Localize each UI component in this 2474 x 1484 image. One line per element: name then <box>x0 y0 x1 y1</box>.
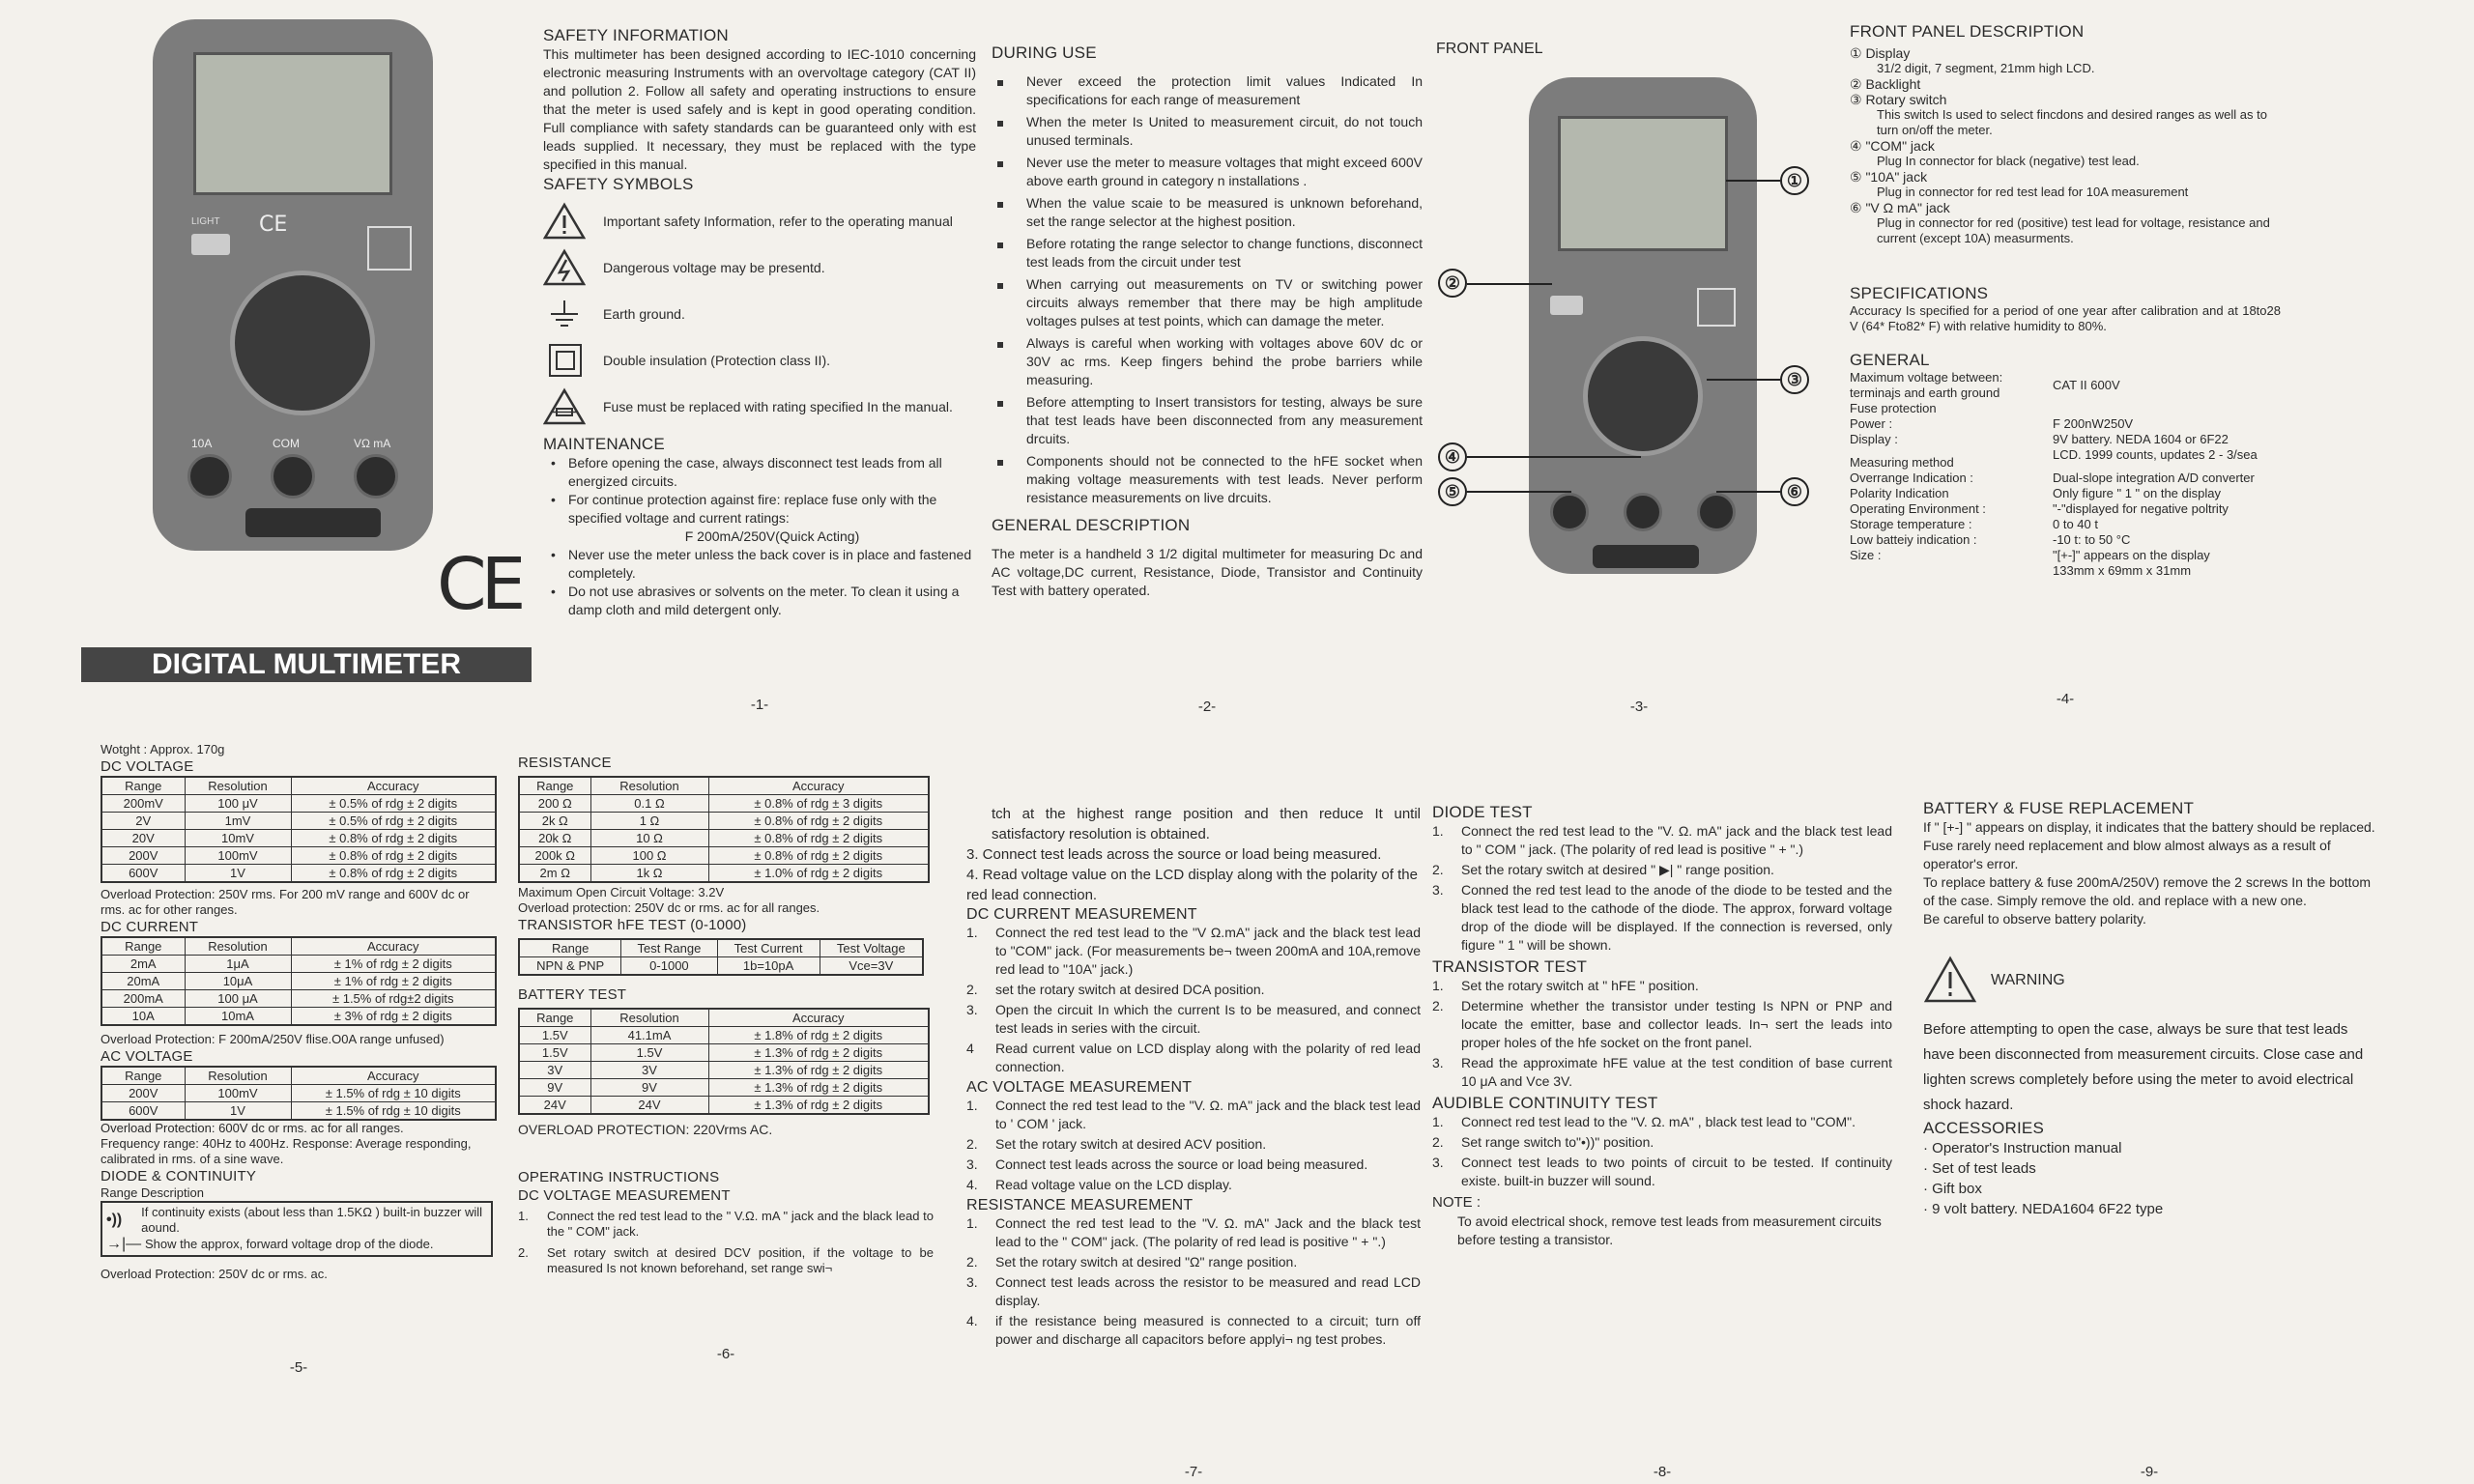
battery-test-title: BATTERY TEST <box>518 986 627 1003</box>
maintenance-title: MAINTENANCE <box>543 435 665 453</box>
table-row: 2mA 1μA ± 1% of rdg ± 2 digits <box>101 956 496 973</box>
page-specs-tables-1 <box>101 742 497 1376</box>
fpd-item: ⑥ "V Ω mA" jack <box>1850 200 1950 215</box>
dc-voltage-title: DC VOLTAGE <box>101 758 194 775</box>
general-description-text: The meter is a handheld 3 1/2 digital multimeter for measuring Dc and AC voltage,DC current, Resistance, Diode, Transistor and Continuity Test with battery operated. <box>992 546 1423 598</box>
resistance-measurement-title: RESISTANCE MEASUREMENT <box>966 1197 1194 1213</box>
list-item: Never exceed the protection limit values Indicated In specifications for each range of measurement <box>992 72 1423 109</box>
ac-voltage-table: Range Resolution Accuracy 200V 100mV ± 1.5% of rdg ± 10 digits 600V 1V ± 1.5% of rdg ± 10 digits <box>101 1066 497 1121</box>
symbol-text: Important safety Information, refer to the operating manual <box>603 213 953 229</box>
symbol-row <box>543 387 976 426</box>
page-number: -6- <box>716 1346 735 1362</box>
table-row: 200V 100mV ± 0.8% of rdg ± 2 digits <box>101 847 496 865</box>
transistor-test-title: TRANSISTOR TEST <box>1432 957 1588 976</box>
callout-line <box>1726 180 1780 182</box>
resistance-note-1: Maximum Open Circuit Voltage: 3.2V <box>518 885 725 899</box>
table-row: 10A 10mA ± 3% of rdg ± 2 digits <box>101 1008 496 1026</box>
list-item: 4 Read current value on LCD display along with the polarity of red lead connection. <box>966 1041 1421 1074</box>
list-item: Before attempting to Insert transistors for testing, always be sure that test leads have been disconnected from any measurement drcuits. <box>992 393 1423 448</box>
list-item: 2. Set range switch to"•))" position. <box>1432 1134 1654 1150</box>
spec-key: Low batteiy indication : <box>1850 532 1977 547</box>
table-row: NPN & PNP 0-1000 1b=10pA Vce=3V <box>519 957 923 976</box>
audible-continuity-title: AUDIBLE CONTINUITY TEST <box>1432 1094 1658 1112</box>
symbol-row <box>543 248 976 287</box>
operating-instructions-title: OPERATING INSTRUCTIONS <box>518 1169 720 1185</box>
spec-row <box>1850 370 2281 401</box>
battery-fuse-title: BATTERY & FUSE REPLACEMENT <box>1923 799 2195 817</box>
earth-ground-icon <box>543 295 586 333</box>
page-number: -4- <box>2056 691 2075 707</box>
list-item: Never use the meter to measure voltages that might exceed 600V above earth ground in category n installations . <box>992 154 1423 190</box>
spec-key: Operating Environment : <box>1850 501 1986 516</box>
transistor-steps <box>1432 977 1892 1091</box>
meter-jack-com <box>1624 493 1662 531</box>
table-row: 20k Ω 10 Ω ± 0.8% of rdg ± 2 digits <box>519 830 929 847</box>
meter-hfe-socket <box>1697 288 1736 327</box>
table-row: 20mA 10μA ± 1% of rdg ± 2 digits <box>101 973 496 990</box>
dca-measurement-title: DC CURRENT MEASUREMENT <box>966 906 1197 923</box>
list-item: 2. Set the rotary switch at desired "Ω" range position. <box>966 1254 1298 1270</box>
cover-title: DIGITAL MULTIMETER <box>81 647 532 682</box>
callout-line <box>1716 491 1780 493</box>
list-item: 2. Set the rotary switch at desired ACV position. <box>966 1136 1267 1152</box>
table-row: 3V 3V ± 1.3% of rdg ± 2 digits <box>519 1062 929 1079</box>
list-item: • Never use the meter unless the back cover is in place and fastened completely. <box>543 546 976 583</box>
dc-voltage-table <box>101 776 497 883</box>
list-item: Before rotating the range selector to change functions, disconnect test leads from the circuit under test <box>992 235 1423 271</box>
list-item <box>543 491 976 546</box>
meter-jack-panel <box>1593 545 1699 568</box>
weight-text: Wotght : Approx. 170g <box>101 742 225 756</box>
meter-jack-com <box>271 454 315 499</box>
fpd-item: ② Backlight <box>1850 76 1921 92</box>
meter-lcd <box>1558 116 1728 251</box>
list-item: 3. Connect test leads to two points of circuit to be tested. If continuity existe. built-in buzzer will sound. <box>1432 1155 1892 1188</box>
meter-jack-vma <box>1697 493 1736 531</box>
dcv-continued-text: tch at the highest range position and then reduce It until satisfactory resolution is obtained. <box>992 806 1421 842</box>
continuity-row <box>106 1205 487 1236</box>
dca-steps <box>966 924 1421 1076</box>
diode-continuity-box <box>101 1201 493 1257</box>
safety-text: This multimeter has been designed according to IEC-1010 concerning electronic measuring Instruments with an overvoltage category (CAT II) and pollution 2. Follow all safety and operating instructions to ensure that the meter is used safely and is kept in good operating condition. Full compliance with safety standards can be guaranteed only with est leads supplied. It necessary, they must be replaced with the type specified in this manual. <box>543 46 976 172</box>
diode-test-title: DIODE TEST <box>1432 803 1533 821</box>
front-panel-meter <box>1529 77 1757 574</box>
spec-value: 133mm x 69mm x 31mm <box>2053 563 2192 578</box>
fpd-item-desc: Plug in connector for red test lead for 10A measurement <box>1877 185 2189 199</box>
meter-rotary-dial <box>1583 336 1703 456</box>
meter-jack-10a <box>187 454 232 499</box>
spec-value: Only figure " 1 " on the display <box>2053 486 2221 500</box>
list-item: 2. Set the rotary switch at desired " ▶| " range position. <box>1432 862 1774 877</box>
table-row: 200 Ω 0.1 Ω ± 0.8% of rdg ± 3 digits <box>519 795 929 813</box>
list-item: Always is careful when working with voltages above 60V dc or 30V ac rms. Keep fingers behind the probe barriers while measuring. <box>992 334 1423 389</box>
resistance-note-2: Overload protection: 250V dc or rms. ac for all ranges. <box>518 900 820 915</box>
multimeter-photo <box>153 19 433 551</box>
dc-current-table: Range Resolution Accuracy 2mA 1μA ± 1% of rdg ± 2 digits 20mA 10μA ± 1% of rdg ± 2 digits 200mA 100 μA ± 1.5% of rdg±2 digits 10A 10mA ± 3% of rdg ± 2 digits <box>101 936 497 1026</box>
hfe-title: TRANSISTOR hFE TEST (0-1000) <box>518 917 747 933</box>
diode-text: Show the approx, forward voltage drop of the diode. <box>145 1237 434 1251</box>
table-row: 600V 1V ± 1.5% of rdg ± 10 digits <box>101 1102 496 1121</box>
dc-current-note: Overload Protection: F 200mA/250V flise.O0A range unfused) <box>101 1032 445 1046</box>
acv-steps <box>966 1097 1421 1194</box>
list-item: When the value scaie to be measured is unknown beforehand, set the range selector at the highest position. <box>992 194 1423 231</box>
list-item: Components should not be connected to the hFE socket when making voltage measurements with test leads. Never perform resistance measurements on live drcuits. <box>992 452 1423 507</box>
meter-label-com: COM <box>273 437 300 450</box>
during-use-list <box>992 72 1423 507</box>
specifications-title: SPECIFICATIONS <box>1850 284 1989 302</box>
warning-triangle-icon <box>543 202 586 241</box>
ac-frequency-note: Frequency range: 40Hz to 400Hz. Response: Average responding, calibrated in rms. of a sine wave. <box>101 1136 472 1166</box>
list-item: 3. Conned the red test lead to the anode of the diode to be tested and the black test lead to the cathode of the diode. The approx, forward voltage drop of the diode will be displayed. If the connection is reversed, only figure " 1 " will be shown. <box>1432 882 1892 953</box>
fpd-item: ④ "COM" jack <box>1850 138 1935 154</box>
lightning-triangle-icon <box>543 248 586 287</box>
fpd-item-desc: Plug In connector for black (negative) test lead. <box>1877 154 2140 168</box>
resistance-table: Range Resolution Accuracy 200 Ω 0.1 Ω ± 0.8% of rdg ± 3 digits 2k Ω 1 Ω ± 0.8% of rdg ± 2 digits 20k Ω 10 Ω ± 0.8% of rdg ± 2 digits 200k Ω 100 Ω ± 0.8% of rdg ± 2 digits 2m Ω 1k Ω ± 1.0% of rdg ± 2 digits <box>518 776 930 883</box>
callout-1: ① <box>1780 166 1809 195</box>
general-title: GENERAL <box>1850 351 1930 369</box>
list-item: · Set of test leads <box>1923 1160 2036 1177</box>
page-during-use <box>992 43 1423 723</box>
table-row: 2m Ω 1k Ω ± 1.0% of rdg ± 2 digits <box>519 865 929 883</box>
maintenance-list <box>543 454 976 619</box>
list-item: 2. Set rotary switch at desired DCV position, if the voltage to be measured Is not known beforehand, set range swi¬ <box>518 1245 934 1275</box>
dcv-steps <box>518 1209 934 1276</box>
spec-row <box>1850 501 2281 517</box>
meter-lcd <box>193 52 392 195</box>
fpd-item-desc: This switch Is used to select fincdons and desired ranges as well as to turn on/off the meter. <box>1877 107 2267 137</box>
dcv-step-3: 3. Connect test leads across the source or load being measured. <box>966 846 1382 863</box>
note-title: NOTE : <box>1432 1194 1482 1211</box>
meter-jack-vma <box>354 454 398 499</box>
spec-key: Measuring method <box>1850 455 1954 470</box>
accessories-list <box>1923 1138 2375 1219</box>
safety-title: SAFETY INFORMATION <box>543 26 729 44</box>
spec-value: CAT II 600V <box>2053 378 2120 392</box>
callout-5: ⑤ <box>1438 477 1467 506</box>
spec-value: -10 t: to 50 °C <box>2053 532 2131 547</box>
fpd-item-desc: 31/2 digit, 7 segment, 21mm high LCD. <box>1877 61 2095 75</box>
spec-value: "[+-]" appears on the display <box>2053 548 2210 562</box>
list-item: 2. Determine whether the transistor under testing Is NPN or PNP and locate the emitter, base and collector leads. In¬ sert the leads into proper holes of the hfe socket on the front panel. <box>1432 998 1892 1050</box>
table-row: 24V 24V ± 1.3% of rdg ± 2 digits <box>519 1097 929 1115</box>
spec-row <box>1850 432 2281 447</box>
fpd-list <box>1850 45 2281 246</box>
diode-note: Overload Protection: 250V dc or rms. ac. <box>101 1267 328 1281</box>
page-front-panel <box>1436 39 1842 723</box>
meter-light-label: LIGHT <box>191 216 220 227</box>
meter-jack-panel <box>245 508 381 537</box>
col-header: Range <box>101 777 185 795</box>
callout-line <box>1707 379 1780 381</box>
callout-2: ② <box>1438 269 1467 298</box>
hfe-table: Range Test Range Test Current Test Voltage NPN & PNP 0-1000 1b=10pA Vce=3V <box>518 938 924 976</box>
list-item-text: For continue protection against fire: replace fuse only with the specified voltage and current ratings: <box>568 492 937 526</box>
list-item: · Operator's Instruction manual <box>1923 1140 2122 1156</box>
table-row: 20V 10mV ± 0.8% of rdg ± 2 digits <box>101 830 496 847</box>
spec-value: Dual-slope integration A/D converter <box>2053 471 2255 485</box>
fuse-paragraph: Fuse rarely need replacement and blow almost always as a result of operator's error. <box>1923 838 2331 871</box>
symbols-title: SAFETY SYMBOLS <box>543 175 694 193</box>
list-item: 1. Set the rotary switch at " hFE " position. <box>1432 978 1699 993</box>
meter-light-button <box>1550 296 1583 315</box>
spec-row <box>1850 548 2281 563</box>
spec-row <box>1850 471 2281 486</box>
fuse-warning-icon <box>543 387 586 426</box>
spec-value: "-"displayed for negative poltrity <box>2053 501 2229 516</box>
list-item: 4. if the resistance being measured is connected to a circuit; turn off power and discharge all capacitors before applyi¬ ng test probes. <box>966 1313 1421 1347</box>
spec-key: Display : <box>1850 432 1898 446</box>
spec-row <box>1850 532 2281 548</box>
fpd-item: ⑤ "10A" jack <box>1850 169 1928 185</box>
spec-key: Polarity Indication <box>1850 486 1949 500</box>
spec-value: 0 to 40 t <box>2053 517 2098 531</box>
callout-3: ③ <box>1780 365 1809 394</box>
symbol-text: Earth ground. <box>603 305 685 322</box>
fpd-item-desc: Plug in connector for red (positive) test lead for voltage, resistance and current (except 10A) measurments. <box>1877 215 2270 245</box>
warning-text: Before attempting to open the case, always be sure that test leads have been disconnected from measurement circuits. Close case and lighten screws completely before using the meter to avoid electrical shock hazard. <box>1923 1021 2364 1113</box>
table-row: 600V 1V ± 0.8% of rdg ± 2 digits <box>101 865 496 883</box>
spec-key: Fuse protection <box>1850 401 1937 415</box>
battery-note: OVERLOAD PROTECTION: 220Vrms AC. <box>518 1122 773 1137</box>
spec-key: Size : <box>1850 548 1882 562</box>
page-number: -9- <box>2140 1464 2159 1480</box>
spec-row <box>1850 563 2281 579</box>
audible-steps <box>1432 1113 1892 1190</box>
diode-icon: →|— <box>106 1236 142 1252</box>
page-specs-tables-2 <box>518 754 934 1420</box>
callout-4: ④ <box>1438 442 1467 471</box>
ce-mark: CE <box>437 543 521 626</box>
spec-key <box>1850 563 2053 579</box>
replace-paragraph: To replace battery & fuse 200mA/250V) remove the 2 screws In the bottom of the case. Simply remove the old. and replace with a new one. <box>1923 874 2372 908</box>
acv-measurement-title: AC VOLTAGE MEASUREMENT <box>966 1079 1193 1096</box>
diode-steps <box>1432 822 1892 955</box>
range-description-label: Range Description <box>101 1185 204 1200</box>
col-header: Accuracy <box>291 777 496 795</box>
spec-row <box>1850 447 2281 471</box>
general-spec-table <box>1850 370 2281 579</box>
warning-header <box>1923 956 2375 1004</box>
dcv-measurement-title: DC VOLTAGE MEASUREMENT <box>518 1187 731 1204</box>
table-row: 200mV 100 μV ± 0.5% of rdg ± 2 digits <box>101 795 496 813</box>
table-row: 1.5V 1.5V ± 1.3% of rdg ± 2 digits <box>519 1044 929 1062</box>
page-number: -1- <box>750 697 769 713</box>
list-item: 1. Connect the red test lead to the "V Ω.mA" jack and the black test lead to "COM" jack. (For measurements be¬ tween 200mA and 10A,remove red lead to "10A" jack.) <box>966 925 1421 977</box>
page-measurements <box>966 804 1421 1480</box>
spec-key: Storage temperature : <box>1850 517 1972 531</box>
resistance-title: RESISTANCE <box>518 755 612 771</box>
meter-label-vma: VΩ mA <box>354 437 391 450</box>
list-item: 4. Read voltage value on the LCD display. <box>966 1177 1232 1192</box>
page-number: -3- <box>1629 699 1649 715</box>
list-item: 3. Connect test leads across the resistor to be measured and read LCD display. <box>966 1274 1421 1308</box>
spec-row <box>1850 416 2281 432</box>
diode-row <box>106 1236 487 1253</box>
table-row: 200V 100mV ± 1.5% of rdg ± 10 digits <box>101 1085 496 1102</box>
meter-rotary-dial <box>230 271 375 415</box>
meter-jack-10a <box>1550 493 1589 531</box>
table-row: 2k Ω 1 Ω ± 0.8% of rdg ± 2 digits <box>519 813 929 830</box>
spec-key: Overrange Indication : <box>1850 471 1973 485</box>
symbol-text: Fuse must be replaced with rating specified In the manual. <box>603 398 953 414</box>
list-item: • Do not use abrasives or solvents on the meter. To clean it using a damp cloth and mild detergent only. <box>543 583 976 619</box>
symbol-text: Dangerous voltage may be presentd. <box>603 259 825 275</box>
col-header: Resolution <box>185 777 291 795</box>
meter-light-button <box>191 234 230 255</box>
spec-value: F 200nW250V <box>2053 416 2134 431</box>
spec-value: LCD. 1999 counts, updates 2 - 3/sea <box>2053 447 2258 462</box>
page-number: -8- <box>1653 1464 1672 1480</box>
callout-6: ⑥ <box>1780 477 1809 506</box>
list-item: · 9 volt battery. NEDA1604 6F22 type <box>1923 1201 2164 1217</box>
general-description-title: GENERAL DESCRIPTION <box>992 516 1191 534</box>
warning-triangle-icon <box>1923 956 1977 1004</box>
list-item: 1. Connect the red test lead to the " V.Ω. mA " jack and the black lead to the " COM" jack. <box>518 1209 934 1239</box>
table-row: 9V 9V ± 1.3% of rdg ± 2 digits <box>519 1079 929 1097</box>
warning-title: WARNING <box>1991 971 2065 988</box>
dcv-step-4: 4. Read voltage value on the LCD display along with the polarity of the red lead connection. <box>966 867 1418 903</box>
buzzer-icon: •)) <box>106 1212 123 1228</box>
list-item: 1. Connect the red test lead to the "V. Ω. mA" jack and the black test lead to ' COM ' jack. <box>966 1098 1421 1131</box>
table-row: 2V 1mV ± 0.5% of rdg ± 2 digits <box>101 813 496 830</box>
list-item: · Gift box <box>1923 1181 1982 1197</box>
resistance-steps <box>966 1214 1421 1349</box>
spec-key: Maximum voltage between: terminajs and earth ground <box>1850 370 2003 400</box>
list-item: 1. Connect the red test lead to the "V. Ω. mA" Jack and the black test lead to the " COM" jack. (The polarity of red lead is positive " + ".) <box>966 1215 1421 1249</box>
list-item: 3. Connect test leads across the source or load being measured. <box>966 1156 1368 1172</box>
specifications-text: Accuracy Is specified for a period of one year after calibration and at 18to28 V (64* Fto82* F) with relative humidity to 80%. <box>1850 303 2281 333</box>
table-row: 1.5V 41.1mA ± 1.8% of rdg ± 2 digits <box>519 1027 929 1044</box>
page-diode-transistor <box>1432 802 1892 1480</box>
fpd-item: ① Display <box>1850 45 1911 61</box>
diode-continuity-title: DIODE & CONTINUITY <box>101 1168 257 1184</box>
callout-line <box>1467 491 1571 493</box>
page-number: -5- <box>289 1359 308 1376</box>
spec-row <box>1850 517 2281 532</box>
meter-hfe-socket <box>367 226 412 271</box>
spec-row <box>1850 486 2281 501</box>
list-item: 2. set the rotary switch at desired DCA position. <box>966 982 1265 997</box>
double-insulation-icon <box>543 341 586 380</box>
battery-test-table: Range Resolution Accuracy 1.5V 41.1mA ± 1.8% of rdg ± 2 digits 1.5V 1.5V ± 1.3% of rdg ± 2 digits 3V 3V ± 1.3% of rdg ± 2 digits 9V 9V ± 1.3% of rdg ± 2 digits 24V 24V ± 1.3% of rdg ± 2 digits <box>518 1008 930 1115</box>
page-front-panel-description <box>1850 21 2281 707</box>
fpd-item: ③ Rotary switch <box>1850 92 1947 107</box>
battery-paragraph: If " [+-] " appears on display, it indicates that the battery should be replaced. <box>1923 819 2375 835</box>
spec-row <box>1850 401 2281 416</box>
front-panel-title: FRONT PANEL <box>1436 41 1543 57</box>
ac-voltage-title: AC VOLTAGE <box>101 1048 193 1065</box>
symbol-text: Double insulation (Protection class II). <box>603 352 830 368</box>
continuity-text: If continuity exists (about less than 1.5KΩ ) built-in buzzer will aound. <box>141 1205 483 1235</box>
accessories-title: ACCESSORIES <box>1923 1119 2045 1137</box>
table-row: 200mA 100 μA ± 1.5% of rdg±2 digits <box>101 990 496 1008</box>
symbol-row <box>543 202 976 241</box>
table-row: 200k Ω 100 Ω ± 0.8% of rdg ± 2 digits <box>519 847 929 865</box>
symbol-row <box>543 295 976 333</box>
list-item: 1. Connect the red test lead to the "V. Ω. mA" jack and the black test lead to " COM " jack. (The polarity of red lead is positive " + ".) <box>1432 823 1892 857</box>
page-number: -2- <box>1197 699 1217 715</box>
symbol-row <box>543 341 976 380</box>
callout-line <box>1467 456 1641 458</box>
spec-value: 9V battery. NEDA 1604 or 6F22 <box>2053 432 2229 446</box>
fuse-rating: F 200mA/250V(Quick Acting) <box>684 528 860 544</box>
page-number: -7- <box>1184 1464 1203 1480</box>
page-safety <box>543 25 976 721</box>
spec-key: Power : <box>1850 416 1893 431</box>
polarity-paragraph: Be careful to observe battery polarity. <box>1923 911 2146 927</box>
list-item: 3. Open the circuit In which the current Is to be measured, and connect test leads in series with the circuit. <box>966 1002 1421 1036</box>
during-use-title: DURING USE <box>992 43 1097 62</box>
ac-voltage-note: Overload Protection: 600V dc or rms. ac for all ranges. <box>101 1121 404 1135</box>
list-item: When carrying out measurements on TV or switching power circuits always remember that there may be high amplitude voltages pulses at test points, which can damage the meter. <box>992 275 1423 330</box>
list-item: 3. Read the approximate hFE value at the test condition of base current 10 μA and Vce 3V. <box>1432 1055 1892 1089</box>
meter-label-10a: 10A <box>191 437 213 450</box>
meter-ce-mark: CE <box>259 213 288 237</box>
callout-line <box>1467 283 1552 285</box>
list-item: 1. Connect red test lead to the "V. Ω. mA" , black test lead to "COM". <box>1432 1114 1856 1129</box>
dc-current-title: DC CURRENT <box>101 919 199 935</box>
page-cover <box>77 10 532 686</box>
fpd-title: FRONT PANEL DESCRIPTION <box>1850 22 2085 41</box>
list-item: When the meter Is United to measurement circuit, do not touch unused terminals. <box>992 113 1423 150</box>
list-item: • Before opening the case, always disconnect test leads from all energized circuits. <box>543 454 976 491</box>
note-text: To avoid electrical shock, remove test leads from measurement circuits before testing a transistor. <box>1457 1213 1882 1247</box>
page-battery-fuse <box>1923 798 2375 1480</box>
dc-voltage-note: Overload Protection: 250V rms. For 200 mV range and 600V dc or rms. ac for other ranges. <box>101 887 470 917</box>
